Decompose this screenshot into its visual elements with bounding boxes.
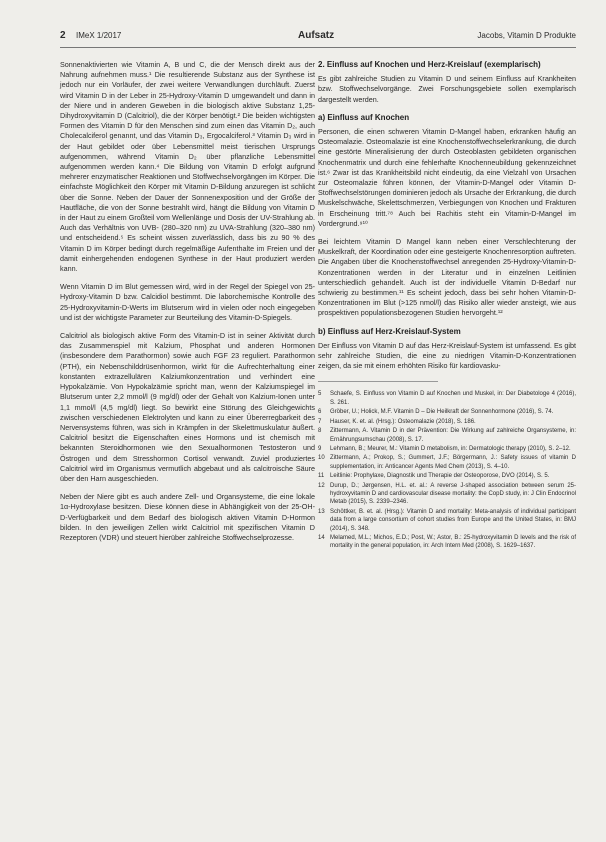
footnote-text: Hauser, K. et. al. (Hrsg.): Osteomalazie (2018), S. 186. [330,418,476,425]
footnote [318,482,576,507]
footnote-separator [318,381,438,382]
footnote-text: Zittermann, A. Vitamin D in der Prävention: Die Wirkung auf zahlreiche Organsysteme, in: Ernährungsumschau (2008), S. 17. [330,428,576,443]
footnote-text: Leitlinie: Prophylaxe, Diagnostik und Therapie der Osteoporose, DVO (2014), S. 5. [330,473,550,480]
footnote-number: 7 [318,418,322,425]
body-paragraph: Calcitriol als biologisch aktive Form des Vitamin-D ist in seiner Aktivität durch das Zusammenspiel mit Kalzium, Phosphat und anderen Hormonen (insbesondere dem Parathormon) sowie auch FGF 23 reguliert. Parathormon (PTH), ein Nebenschilddrüsenhormon, wirkt für die Aufrechterhaltung einer konstanten extrazellulären Kalziumkonzentration und verhindert eine Hypokalzämie. Von Hypokalzämie spricht man, wenn der Kalziumspiegel im Blutserum unter 2,2 mmol/l (9 mg/dl) oder der Gehalt von Kalzium-Ionen unter 1,1 mmol/l (4,5 mg/dl) liegt. So bewirkt eine Störung des Gleichgewichts zwischen verschiedenen Elektrolyten und kann zu einer Übererregbarkeit des Nervensystems führen, was sich in Krämpfen in der Skelettmuskulatur äußert. Calcitriol besitzt die Eigenschaften eines Hormons und ist chemisch mit bekannten Steroidhormonen wie den Sexualhormonen Testosteron und Östrogen und dem Stresshormon Cortisol verwandt. Zuviel produziertes Calcitriol wird im Organismus vermutlich abgebaut und als calcitroische Säure über den Harn ausgeschieden. [60,331,315,483]
body-paragraph: Bei leichtem Vitamin D Mangel kann neben einer Verschlechterung der Muskelkraft, der Koordination oder eine gesteigerte Knochenresorption auftreten. Die Angaben über die Knochenstoffwechsel anregenden 25-Hydroxy-Vitamin-D-Konzentrationen werden in der Literatur und in einzelnen Leitlinien unterschiedlich gehandelt. Auch ist der individuelle Vitamin D-Bedarf nur schwierig zu bestimmen.¹¹ Es scheint jedoch, dass bei sehr hohen Vitamin-D-Konzentrationen im Blut (>125 nmol/l) das Risiko aller wieder ansteigt, wie aus prospektiven populationsbezogenen Studien hervorgeht.¹² [318,237,576,318]
body-paragraph: Neben der Niere gibt es auch andere Zell- und Organsysteme, die eine lokale 1α-Hydroxylase besitzen. Diese können diese in Abhängigkeit von der 25-OH-D-Verfügbarkeit und dem Bedarf des biologisch aktiven Vitamin D-Hormon bilden. In den jeweiligen Zellen wirkt Calcitriol mit spezifischen Vitamin D Rezeptoren (VDR) und steuert hierüber zahlreiche Stoffwechselprozesse. [60,492,315,542]
footnote-number: 8 [318,428,322,435]
footnote-text: Schaefe, S. Einfluss von Vitamin D auf Knochen und Muskel, in: Der Diabetologe 4 (2016), S. 261. [330,391,576,406]
footnote-number: 12 [318,482,325,489]
footnote-text: Gröber, U.; Holick, M.F. Vitamin D – Die Heilkraft der Sonnenhormone (2016), S. 74. [330,409,554,416]
footnote [318,390,576,407]
footnote-text: Melamed, M.L.; Michos, E.D.; Post, W.; Astor, B.: 25-hydroxyvitamin D levels and the risk of mortality in the general population, in: Arch Intern Med (2008), S. 1629–1637. [330,534,576,550]
footnote-number: 9 [318,445,322,452]
footnote-text: Zittermann, A.; Prokop, S.; Gummert, J.F.; Börgermann, J.: Safety issues of vitamin D supplementation, in: Anticancer Agents Med Chem (2013), S. 4–10. [330,455,576,470]
footnote [318,472,576,480]
running-head: Jacobs, Vitamin D Produkte [477,31,576,40]
header-rule [60,47,576,48]
footnote-text: Lehmann, B.; Meurer, M.: Vitamin D metabolism, in: Dermatologic therapy (2010), S. 2–12. [330,445,571,452]
right-column [318,60,576,552]
section-title: Aufsatz [298,30,335,41]
footnote-text: Durup, D.; Jørgensen, H.L. et. al.: A reverse J-shaped association between serum 25-hydroxyvitamin D and cardiovascular disease mortality: the CopD study, in: J Clin Endocrinol Metab (2015), S. 2339–2346. [330,482,576,506]
footnote [318,427,576,444]
body-paragraph: Der Einfluss von Vitamin D auf das Herz-Kreislauf-System ist umfassend. Es gibt sehr zahlreiche Studien, die eine zu niedrigen Vitamin-D-Konzentrationen zeigen, da sie mit einem erhöhten Risiko für kardiovasku- [318,340,576,371]
footnote [318,508,576,533]
footnote [318,454,576,471]
footnote [318,408,576,416]
footnote [318,445,576,453]
footnote [318,418,576,426]
body-paragraph: Sonnenaktivierten wie Vitamin A, B und C, die der Mensch direkt aus der Nahrung aufnehmen muss.¹ Die resultierende Substanz aus der Synthese ist jedoch nur ein Vorläufer, der zwei weitere Verwandlungen durchläuft. Zuerst wird Vitamin D in der Leber in 25-Hydroxy-Vitamin D umgewandelt und dann in der Niere und in anderen Geweben in die biologisch aktive Substanz 1,25-Dihydroxyvitamin D (Calcitriol), die der Körper benötigt.² Die beiden wichtigsten Formen des Vitamin D für den Menschen sind zum einen das Vitamin D₂, auch Cholecalciferol genannt, und das Vitamin D₃, Ergocalciferol.³ Vitamin D₃ wird in der Haut gebildet oder über Lebensmittel meist tierischen Ursprungs aufgenommen, während Vitamin D₂ über pflanzliche Lebensmittel aufgenommen werden kann.⁴ Die Bildung von Vitamin D erfolgt aufgrund mehrerer enzymatischer Reaktionen und Stoffwechselvorgängen im Körper. Die einfachste Möglichkeit den Körper mit Vitamin D-Bildung anzuregen ist schlicht über die Sonne. Neben der Dauer der Sonnenexposition und der Größe der Hautfläche, die von der Sonne bestrahlt wird, hängt die Bildung von Vitamin D in der Haut zu einem Großteil vom Wellenlänge und Dosis der UV-Strahlung ab. Auch das Verhältnis von UVB- (280–320 nm) zu UVA-Strahlung (320–380 nm) und entscheidend.⁵ Es scheint wissen zuverlässlich, dass bis zu 90 % des Vitamin D im Körper bedingt durch regelmäßige Aufenthalte im Freien und der damit einhergehenden endogenen Synthese in der Haut produziert werden kann. [60,60,315,274]
footnote-number: 6 [318,409,322,416]
subsection-heading: b) Einfluss auf Herz-Kreislauf-System [318,326,461,336]
body-paragraph: Personen, die einen schweren Vitamin D-Mangel haben, erkranken häufig an Osteomalazie. Osteomalazie ist eine Knochenstoffwechselerkrankung, die durch eine gestörte Mineralisierung der durch Osteoblasten gebildeten organischen Knochenmatrix und durch eine fehlerhafte Knochenneubildung gekennzeichnet ist.⁶ Zwar ist das Krankheitsbild nicht eindeutig, da eine Vielzahl von Ursachen zur Osteomalazie führen können, der Vitamin-D-Mangel oder Vitamin D-Stoffwechselstörungen dominieren jedoch als Ursache der Erkrankung, die durch Muskelschwäche, Skelettschmerzen, Verbiegungen von Knochen und Frakturen in Erscheinung tritt.⁷⁸ Auch bei Rachitis steht ein Vitamin-D-Mangel im Vordergrund.⁹¹⁰ [318,127,576,228]
subsection-heading: a) Einfluss auf Knochen [318,112,410,122]
footnote-text: Schöttker, B. et. al. (Hrsg.): Vitamin D and mortality: Meta-analysis of individual participant data from a large consortium of cohort studies from Europe and the United States, in: BMJ (2014), S. 348. [330,508,576,532]
footnote [318,534,576,551]
footnote-number: 11 [318,473,325,480]
footnote-number: 10 [318,455,325,462]
body-paragraph: Wenn Vitamin D im Blut gemessen wird, wird in der Regel der Spiegel von 25-Hydroxy-Vitamin D bzw. Calcidiol bestimmt. Die laborchemische Kontrolle des 25-Hydroxyvitamin-D-Werts im Blutserum wird in vielen oder noch eingegeben und ist der wichtigste Parameter zur Beurteilung des Vitamin-D-Spiegels. [60,282,315,322]
footnote-number: 5 [318,391,322,398]
body-paragraph: Es gibt zahlreiche Studien zu Vitamin D und seinem Einfluss auf Krankheiten bzw. Stoffwechselvorgänge. Zwei Forschungsgebiete sollen exemplarisch dargestellt werden. [318,74,576,104]
footnotes [318,390,576,550]
left-column [60,60,315,551]
page-header [60,30,576,46]
footnote-number: 14 [318,534,325,541]
journal-name: IMeX 1/2017 [76,31,122,40]
section-heading: 2. Einfluss auf Knochen und Herz-Kreislauf (exemplarisch) [318,60,541,69]
page-number: 2 [60,30,66,41]
footnote-number: 13 [318,508,325,515]
